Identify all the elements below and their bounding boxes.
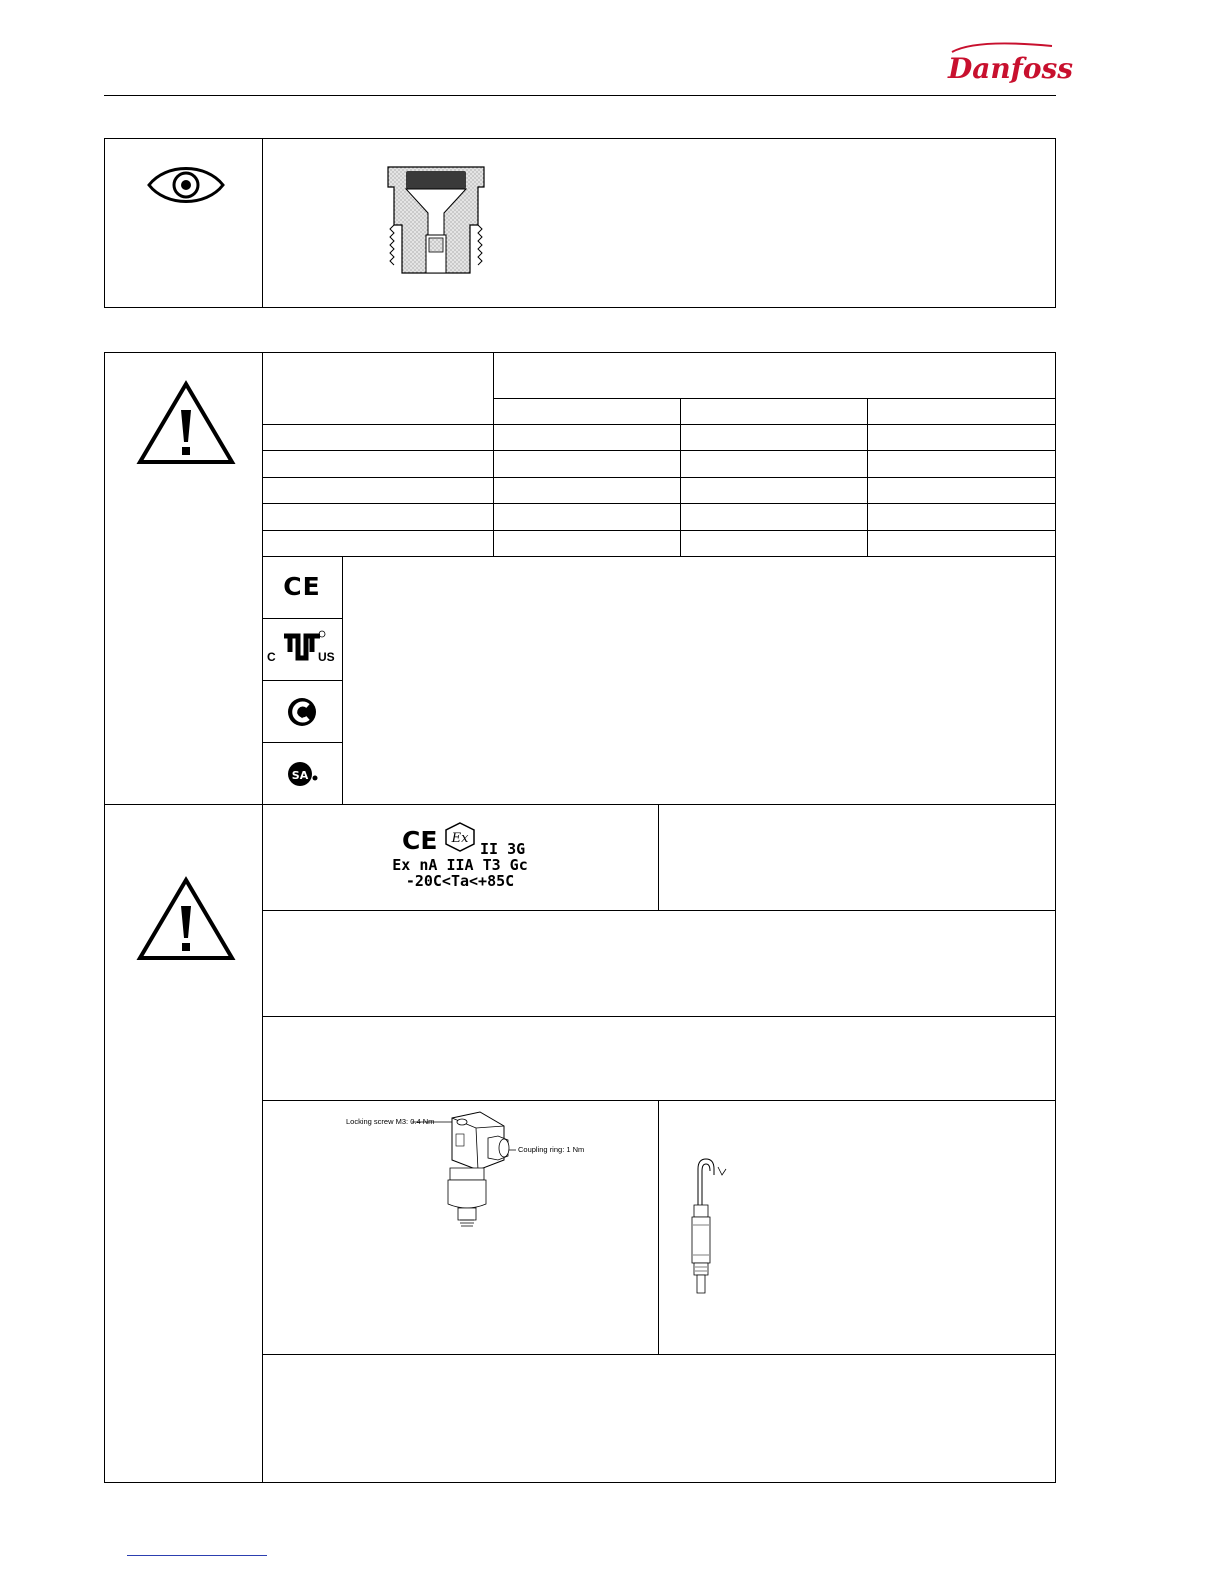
atex-marking-divider: [658, 804, 659, 910]
pressure-port-cross-section: [386, 165, 486, 277]
inspect-divider: [262, 138, 263, 308]
atex-figure-divider: [658, 1100, 659, 1354]
atex-warning-triangle-icon: [137, 876, 235, 962]
atex-top-rule: [104, 804, 1056, 805]
csa-text: SA: [291, 769, 309, 782]
atex-row-rule-2: [262, 1016, 1056, 1017]
ex-hexagon-icon: [444, 822, 476, 852]
cul-us-left: C: [267, 650, 276, 664]
logo-text: Danfoss: [948, 52, 1074, 85]
atex-row-rule-4: [262, 1354, 1056, 1355]
danfoss-logo: [940, 38, 1074, 88]
ex-hexagon-text: Ex: [451, 831, 469, 846]
warning-triangle-icon: [137, 380, 235, 466]
footer-rule: [127, 1555, 267, 1556]
atex-protection: Ex nA IIA T3 Gc: [392, 856, 528, 874]
eye-icon: [146, 160, 226, 210]
connector-figure: [262, 1100, 658, 1354]
coupling-ring-callout: Coupling ring: 1 Nm: [518, 1145, 585, 1154]
atex-row-rule-1: [262, 910, 1056, 911]
c-tick-mark: [286, 696, 318, 728]
atex-ce-mark: CE: [402, 826, 438, 855]
locking-screw-callout: Locking screw M3: 0.4 Nm: [346, 1117, 435, 1126]
atex-group: II 3G: [480, 840, 526, 858]
header-rule: [104, 95, 1056, 96]
atex-temperature: -20C<Ta<+85C: [405, 872, 515, 890]
transmitter-with-cable-hook: [680, 1155, 730, 1300]
cul-us-mark: [262, 620, 342, 678]
csa-mark: [286, 758, 320, 790]
ce-mark: CE: [283, 572, 321, 601]
cul-us-right: US: [318, 650, 335, 664]
inspect-box: [104, 138, 1056, 308]
atex-marking: [262, 820, 658, 900]
